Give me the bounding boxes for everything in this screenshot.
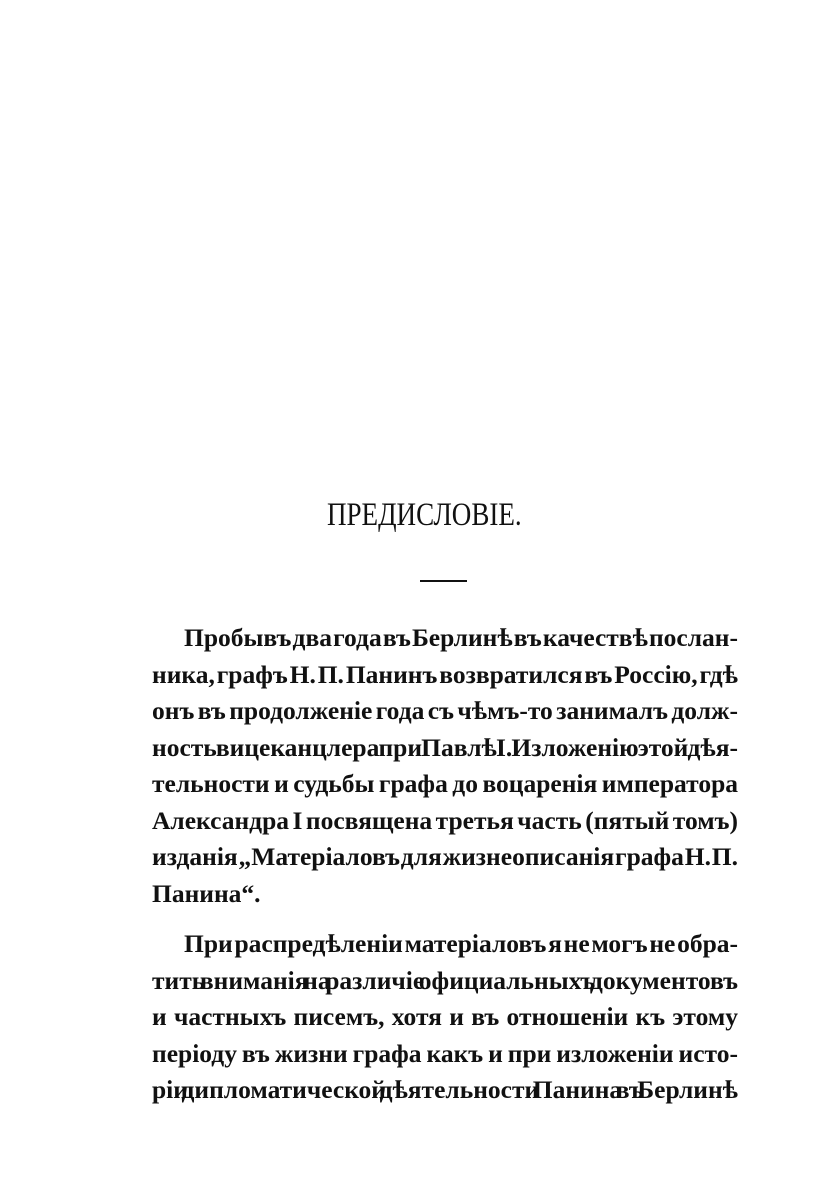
- text-line: Пробывъ два года въ Берлинѣ въ качествѣ послан-: [184, 623, 738, 652]
- text-line: ника, графъ Н. П. Панинъ возвратился въ Россію, гдѣ: [152, 659, 738, 689]
- text-line: тить вниманія на различіе официальныхъ документовъ: [152, 965, 738, 995]
- page-title: ПРЕДИСЛОВІЕ.: [326, 497, 522, 533]
- text-line: тельности и судьбы графа до воцаренія императора: [152, 769, 738, 798]
- text-line: изданія „Матеріаловъ для жизнеописанія графа Н. П.: [152, 842, 738, 871]
- text-line: онъ въ продолженіе года съ чѣмъ-то занималъ долж-: [152, 696, 738, 725]
- text-line: періоду въ жизни графа какъ и при изложеніи исто-: [152, 1038, 738, 1068]
- paragraph-1: [152, 620, 738, 912]
- title-rule: [420, 580, 467, 582]
- text-line: Панина“.: [152, 878, 261, 908]
- text-line: ріи дипломатической дѣятельности Панина въ Берлинѣ: [152, 1075, 738, 1104]
- text-line: При распредѣленіи матеріаловъ я не могъ не обра-: [184, 929, 738, 958]
- text-line: и частныхъ писемъ, хотя и въ отношеніи къ этому: [152, 1002, 738, 1031]
- paragraph-2: [152, 926, 738, 1109]
- text-line: ность вицеканцлера при Павлѣ I. Изложенію этой дѣя-: [152, 732, 738, 762]
- text-line: Александра I посвящена третья часть (пятый томъ): [152, 805, 738, 835]
- body-text: [152, 620, 738, 1109]
